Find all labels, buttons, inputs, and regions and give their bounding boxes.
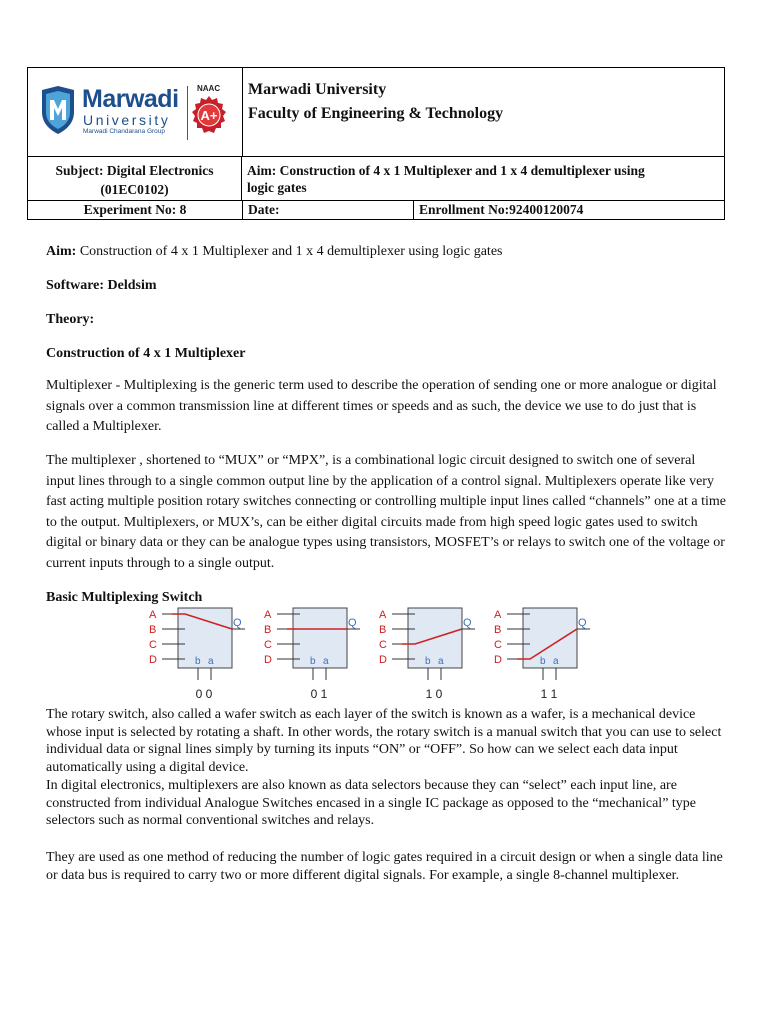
input-label-a: A <box>264 609 272 621</box>
input-label-c: C <box>379 639 387 651</box>
subject-name: Subject: Digital Electronics <box>55 163 214 178</box>
logo-wordmark: Marwadi <box>82 85 179 113</box>
select-code: 0 0 <box>195 687 213 701</box>
input-label-a: A <box>379 609 387 621</box>
input-label-a: A <box>494 609 502 621</box>
switch-diagram-2 <box>264 608 360 701</box>
software-line <box>46 276 726 297</box>
select-label-a: a <box>553 656 559 667</box>
input-label-b: B <box>379 624 387 636</box>
input-label-d: D <box>494 654 502 666</box>
faculty-name: Faculty of Engineering & Technology <box>248 105 504 122</box>
select-label-a: a <box>438 656 444 667</box>
output-label: Q <box>463 617 472 629</box>
title-cell <box>243 68 724 156</box>
naac-label: NAAC <box>197 84 221 93</box>
switch-diagrams <box>145 606 593 706</box>
input-label-a: A <box>149 609 157 621</box>
logo-group: Marwadi Chandarana Group <box>83 128 166 135</box>
aim-paragraph <box>46 242 726 263</box>
select-code: 0 1 <box>310 687 328 701</box>
institute-name: Marwadi University <box>248 81 387 98</box>
select-label-a: a <box>208 656 214 667</box>
date-field: Date: <box>243 201 414 219</box>
aim-header-line1: Aim: Construction of 4 x 1 Multiplexer and 1 x 4 demultiplexer using <box>247 163 645 178</box>
switch-box <box>178 608 232 668</box>
figure-title: Basic Multiplexing Switch <box>46 590 203 605</box>
section-title: Construction of 4 x 1 Multiplexer <box>46 346 246 361</box>
switch-box <box>293 608 347 668</box>
paragraph-logic-gates: They are used as one method of reducing the number of logic gates required in a circuit design or when a single data line or data bus is required to carry two or more different digital signals. For example, a single 8-channel multiplexer. <box>46 850 723 883</box>
experiment-number: Experiment No: 8 <box>28 201 243 219</box>
input-label-d: D <box>149 654 157 666</box>
switch-diagram-4 <box>494 608 590 701</box>
input-label-d: D <box>264 654 272 666</box>
select-label-b: b <box>310 656 316 667</box>
input-label-b: B <box>264 624 272 636</box>
aim-label: Aim: <box>46 244 77 259</box>
paragraph-data-selectors: In digital electronics, multiplexers are also known as data selectors because they can “select” each input line, are constructed from individual Analogue Switches encased in a single IC package as opposed to the “mechanical” type selectors such as normal conventional switches and relays. <box>46 778 697 828</box>
header-table <box>27 67 725 220</box>
output-label: Q <box>348 617 357 629</box>
paragraph-multiplexer-intro: Multiplexer - Multiplexing is the generic term used to describe the operation of sending one or more analogue or digital signals over a common transmission line at different times or speeds and as such, the device we use to do just that is called a Multiplexer. <box>46 378 717 434</box>
select-code: 1 0 <box>425 687 443 701</box>
aim-text: Construction of 4 x 1 Multiplexer and 1 x 4 demultiplexer using logic gates <box>76 244 503 259</box>
switch-diagram-3 <box>379 608 475 701</box>
theory-heading: Theory: <box>46 312 95 327</box>
aim-cell <box>242 157 724 200</box>
logo-divider <box>187 86 188 140</box>
subject-code: (01EC0102) <box>100 182 169 197</box>
input-label-c: C <box>494 639 502 651</box>
select-label-a: a <box>323 656 329 667</box>
select-label-b: b <box>425 656 431 667</box>
paragraph-rotary-switch: The rotary switch, also called a wafer switch as each layer of the switch is known as a wafer, is a mechanical device whose input is selected by rotating a shaft. In other words, the rotary switch is a manual switch that you can use to select individual data or signal lines simply by turning its inputs “ON” or “OFF”. So how can we select each data input automatically using a digital device. <box>46 707 722 775</box>
output-label: Q <box>578 617 587 629</box>
select-label-b: b <box>195 656 201 667</box>
subject-cell <box>28 157 242 200</box>
university-logo <box>40 82 236 142</box>
multiplexing-switch-figure <box>145 606 593 706</box>
input-label-b: B <box>494 624 502 636</box>
software-label: Software: Deldsim <box>46 278 157 293</box>
naac-seal-icon <box>192 96 226 140</box>
logo-cell <box>28 68 243 156</box>
output-label: Q <box>233 617 242 629</box>
select-code: 1 1 <box>540 687 558 701</box>
naac-grade: A+ <box>200 108 218 123</box>
input-label-b: B <box>149 624 157 636</box>
shield-icon <box>40 86 76 136</box>
input-label-d: D <box>379 654 387 666</box>
switch-diagram-1 <box>149 608 245 701</box>
aim-header-line2: logic gates <box>247 180 307 195</box>
input-label-c: C <box>264 639 272 651</box>
logo-university: University <box>83 112 171 128</box>
paragraph-mux-description: The multiplexer , shortened to “MUX” or “MPX”, is a combinational logic circuit designed to switch one of several input lines through to a single common output line by the application of a control signal. Multiplexers operate like very fast acting multiple position rotary switches connecting or controlling multiple input lines called “channels” one at a time to the output. Multiplexers, or MUX’s, can be either digital circuits made from high speed logic gates used to switch digital or binary data or they can be analogue types using transistors, MOSFET’s or relays to switch one of the voltage or current inputs through to a single output. <box>46 453 726 571</box>
enrollment-number: Enrollment No:92400120074 <box>419 202 584 217</box>
input-label-c: C <box>149 639 157 651</box>
select-label-b: b <box>540 656 546 667</box>
